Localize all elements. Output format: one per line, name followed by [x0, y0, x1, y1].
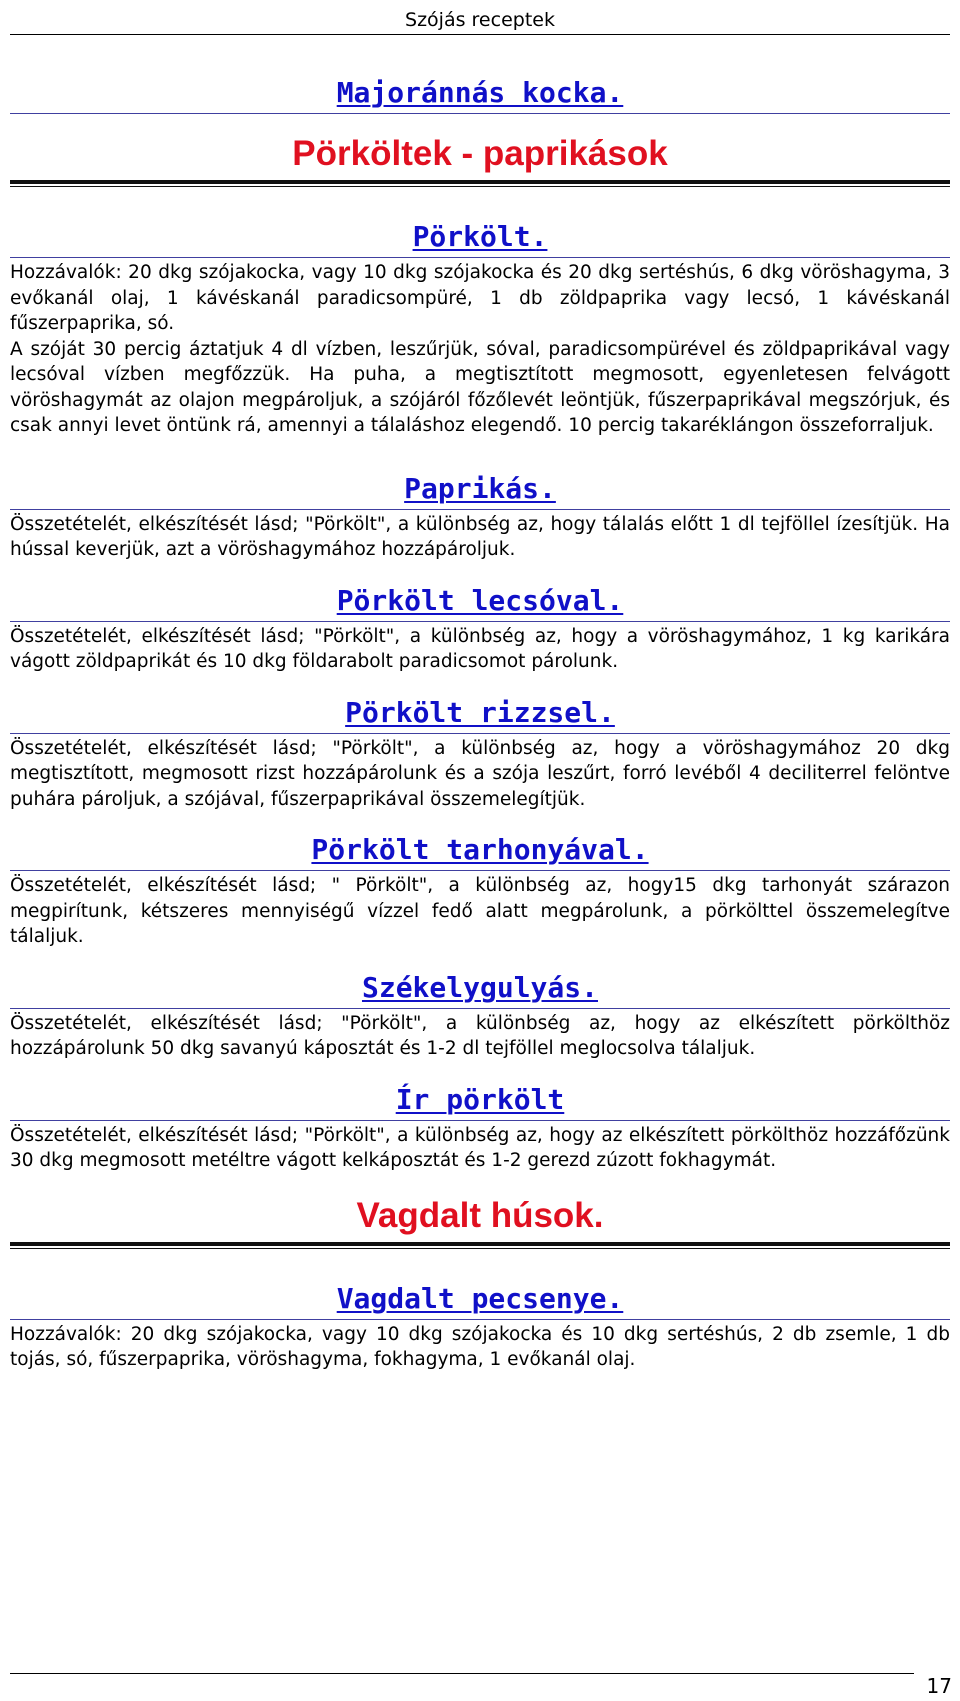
- porkolt-tarhonyaval-text: Összetételét, elkészítését lásd; " Pörkölt", a különbség az, hogy15 dkg tarhonyát szárazon megpirítunk, kétszeres mennyiségű vízzel fedő alatt megpárolunk, a pörkölttel összemelegítve tálaljuk.: [10, 875, 950, 947]
- porkolt-rizzsel-text: Összetételét, elkészítését lásd; "Pörkölt", a különbség az, hogy a vöröshagymához 20 dkg megtisztított, megmosott rizst hozzápárolunk és a szója leszűrt, forró levéből 4 deciliterrel felöntve puhára pároljuk, a szójával, fűszerpaprikával összemelegítjük.: [10, 737, 950, 810]
- section-ir-porkolt: [10, 1082, 950, 1174]
- title-rule: [10, 1319, 950, 1320]
- title-rule: [10, 1120, 950, 1121]
- paprikas-text: Összetételét, elkészítését lásd; "Pörkölt", a különbség az, hogy tálalás előtt 1 dl tejföllel ízesítjük. Ha hússal keverjük, azt a vöröshagymához hozzápároljuk.: [10, 513, 950, 560]
- chapter-vagdalt: [10, 1194, 950, 1249]
- porkolt-method: A szóját 30 percig áztatjuk 4 dl vízben, leszűrjük, sóval, paradicsompürével és zöldpaprikával vagy lecsóval vízben megfőzzük. Ha puha, a megtisztított megmosott, egyenletesen felvágott vöröshagymát az olajon megpároljuk, a szójáról főzőlevét leöntjük, fűszerpaprikával megszórjuk, és csak annyi levet öntünk rá, amennyi a tálaláshoz elegendő. 10 percig takaréklángon összeforraljuk.: [10, 338, 950, 436]
- title-rule: [10, 733, 950, 734]
- footer-rule: [10, 1673, 914, 1674]
- recipe-title-majorannas: Majoránnás kocka.: [336, 76, 624, 109]
- section-porkolt-rizzsel: [10, 695, 950, 813]
- section-paprikas: [10, 471, 950, 563]
- section-vagdalt-pecsenye: [10, 1281, 950, 1373]
- title-rule: [10, 621, 950, 622]
- recipe-title-porkolt: Pörkölt.: [412, 220, 548, 253]
- recipe-title-vagdalt-pecsenye: Vagdalt pecsenye.: [336, 1281, 624, 1315]
- header-rule: [10, 34, 950, 35]
- porkolt-lecsoval-text: Összetételét, elkészítését lásd; "Pörkölt", a különbség az, hogy a vöröshagymához, 1 kg karikára vágott zöldpaprikát és 10 dkg földarabolt paradicsomot párolunk.: [10, 625, 950, 672]
- chapter-porkoltek: [10, 132, 950, 187]
- ir-porkolt-text: Összetételét, elkészítését lásd; "Pörkölt", a különbség az, hogy az elkészített pörkölthöz hozzáfőzünk 30 dkg megmosott metéltre vágott kelkáposztát és 1-2 gerezd zúzott fokhagymát.: [10, 1124, 950, 1171]
- recipe-title-porkolt-rizzsel: Pörkölt rizzsel.: [345, 695, 615, 729]
- szekelygulyas-text: Összetételét, elkészítését lásd; "Pörkölt", a különbség az, hogy az elkészített pörkölthöz hozzápárolunk 50 dkg savanyú káposztát és 1-2 dl tejföllel meglocsolva tálaljuk.: [10, 1012, 950, 1059]
- running-header: Szójás receptek: [405, 9, 555, 31]
- chapter-rule: [10, 180, 950, 187]
- recipe-title-szekelygulyas: Székelygulyás.: [361, 970, 598, 1004]
- section-szekelygulyas: [10, 970, 950, 1062]
- title-rule: [10, 509, 950, 510]
- section-porkolt: [10, 219, 950, 439]
- chapter-title-porkoltek: Pörköltek - paprikások: [292, 134, 668, 173]
- chapter-title-vagdalt: Vagdalt húsok.: [356, 1195, 604, 1235]
- title-rule: [10, 113, 950, 114]
- title-rule: [10, 1008, 950, 1009]
- recipe-title-paprikas: Paprikás.: [404, 471, 556, 505]
- recipe-title-porkolt-tarhonyaval: Pörkölt tarhonyával.: [311, 833, 649, 866]
- section-majorannas: [10, 75, 950, 114]
- porkolt-ingredients: Hozzávalók: 20 dkg szójakocka, vagy 10 dkg szójakocka és 20 dkg sertéshús, 6 dkg vöröshagyma, 3 evőkanál olaj, 1 kávéskanál paradicsompüré, 1 db zöldpaprika vagy lecsó, 1 kávéskanál fűszerpaprika, só.: [10, 262, 950, 334]
- section-porkolt-lecsoval: [10, 583, 950, 675]
- title-rule: [10, 870, 950, 871]
- recipe-title-porkolt-lecsoval: Pörkölt lecsóval.: [336, 583, 624, 617]
- recipe-title-ir-porkolt: Ír pörkölt: [395, 1082, 565, 1116]
- chapter-rule: [10, 1242, 950, 1249]
- vagdalt-pecsenye-ingredients: Hozzávalók: 20 dkg szójakocka, vagy 10 dkg szójakocka és 10 dkg sertéshús, 2 db zsemle, 1 db tojás, só, fűszerpaprika, vöröshagyma, fokhagyma, 1 evőkanál olaj.: [10, 1323, 950, 1370]
- document-page: [10, 0, 950, 1373]
- section-porkolt-tarhonyaval: [10, 832, 950, 950]
- page-number: 17: [926, 1674, 952, 1698]
- title-rule: [10, 257, 950, 258]
